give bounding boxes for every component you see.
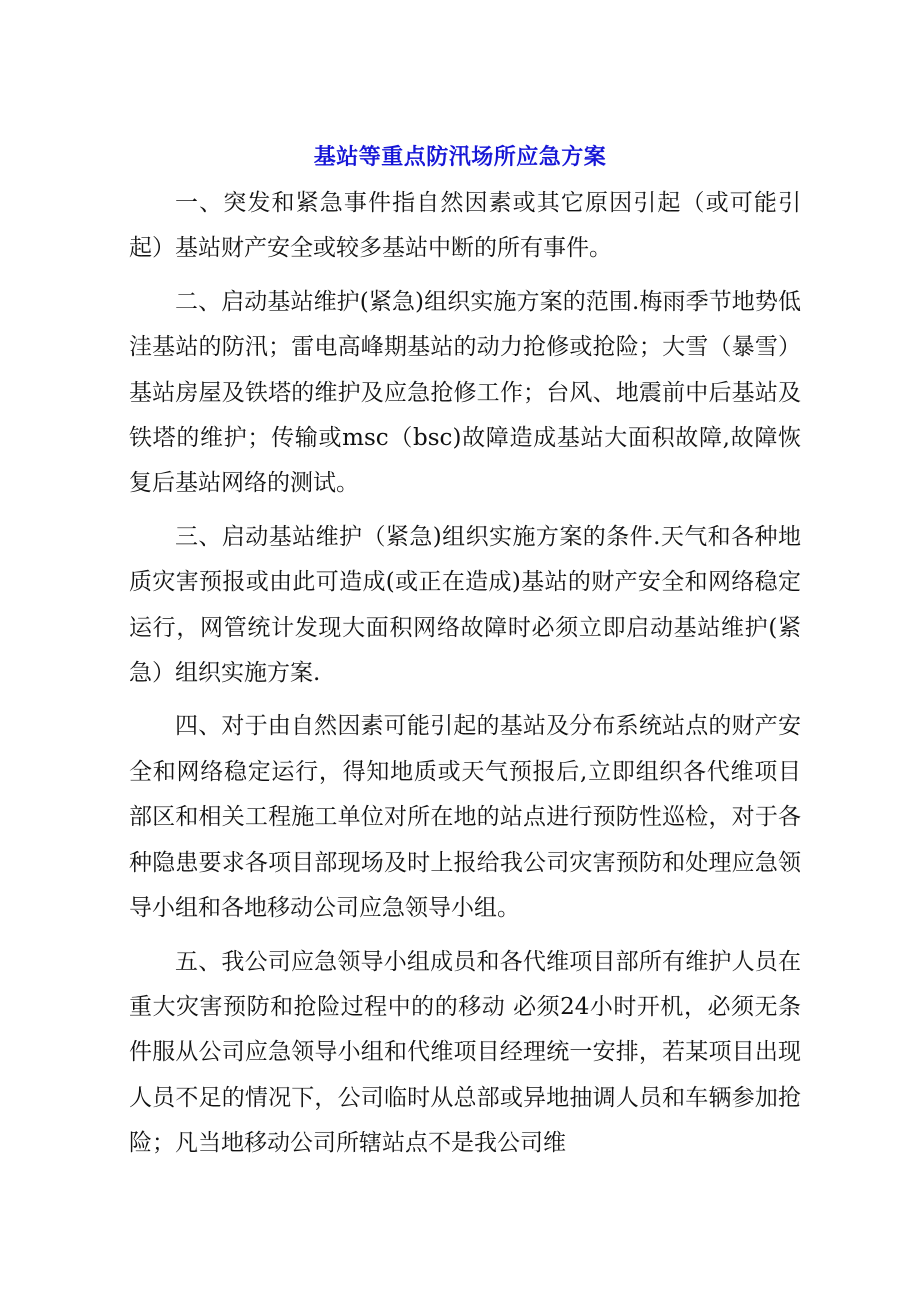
paragraph-2: 二、启动基站维护(紧急)组织实施方案的范围.梅雨季节地势低洼基站的防汛；雷电高峰期基站的动力抢修或抢险；大雪（暴雪）基站房屋及铁塔的维护及应急抢修工作；台风、地震前中后基站及铁塔的维护；传输或msc（bsc)故障造成基站大面积故障,故障恢复后基站网络的测试。	[129, 288, 801, 497]
paragraph-4: 四、对于由自然因素可能引起的基站及分布系统站点的财产安全和网络稳定运行，得知地质或天气预报后,立即组织各代维项目部区和相关工程施工单位对所在地的站点进行预防性巡检，对于各种隐患要求各项目部现场及时上报给我公司灾害预防和处理应急领导小组和各地移动公司应急领导小组。	[129, 713, 801, 922]
document-body	[129, 181, 801, 1167]
document-title: 基站等重点防汛场所应急方案	[313, 145, 607, 170]
paragraph-3: 三、启动基站维护（紧急)组织实施方案的条件.天气和各种地质灾害预报或由此可造成(或正在造成)基站的财产安全和网络稳定运行，网管统计发现大面积网络故障时必须立即启动基站维护(紧急）组织实施方案.	[129, 523, 801, 687]
paragraph-5: 五、我公司应急领导小组成员和各代维项目部所有维护人员在重大灾害预防和抢险过程中的的移动 必须24小时开机，必须无条件服从公司应急领导小组和代维项目经理统一安排，若某项目出现人员不足的情况下，公司临时从总部或异地抽调人员和车辆参加抢险；凡当地移动公司所辖站点不是我公司维	[129, 948, 801, 1157]
paragraph-1: 一、突发和紧急事件指自然因素或其它原因引起（或可能引起）基站财产安全或较多基站中断的所有事件。	[129, 190, 801, 262]
